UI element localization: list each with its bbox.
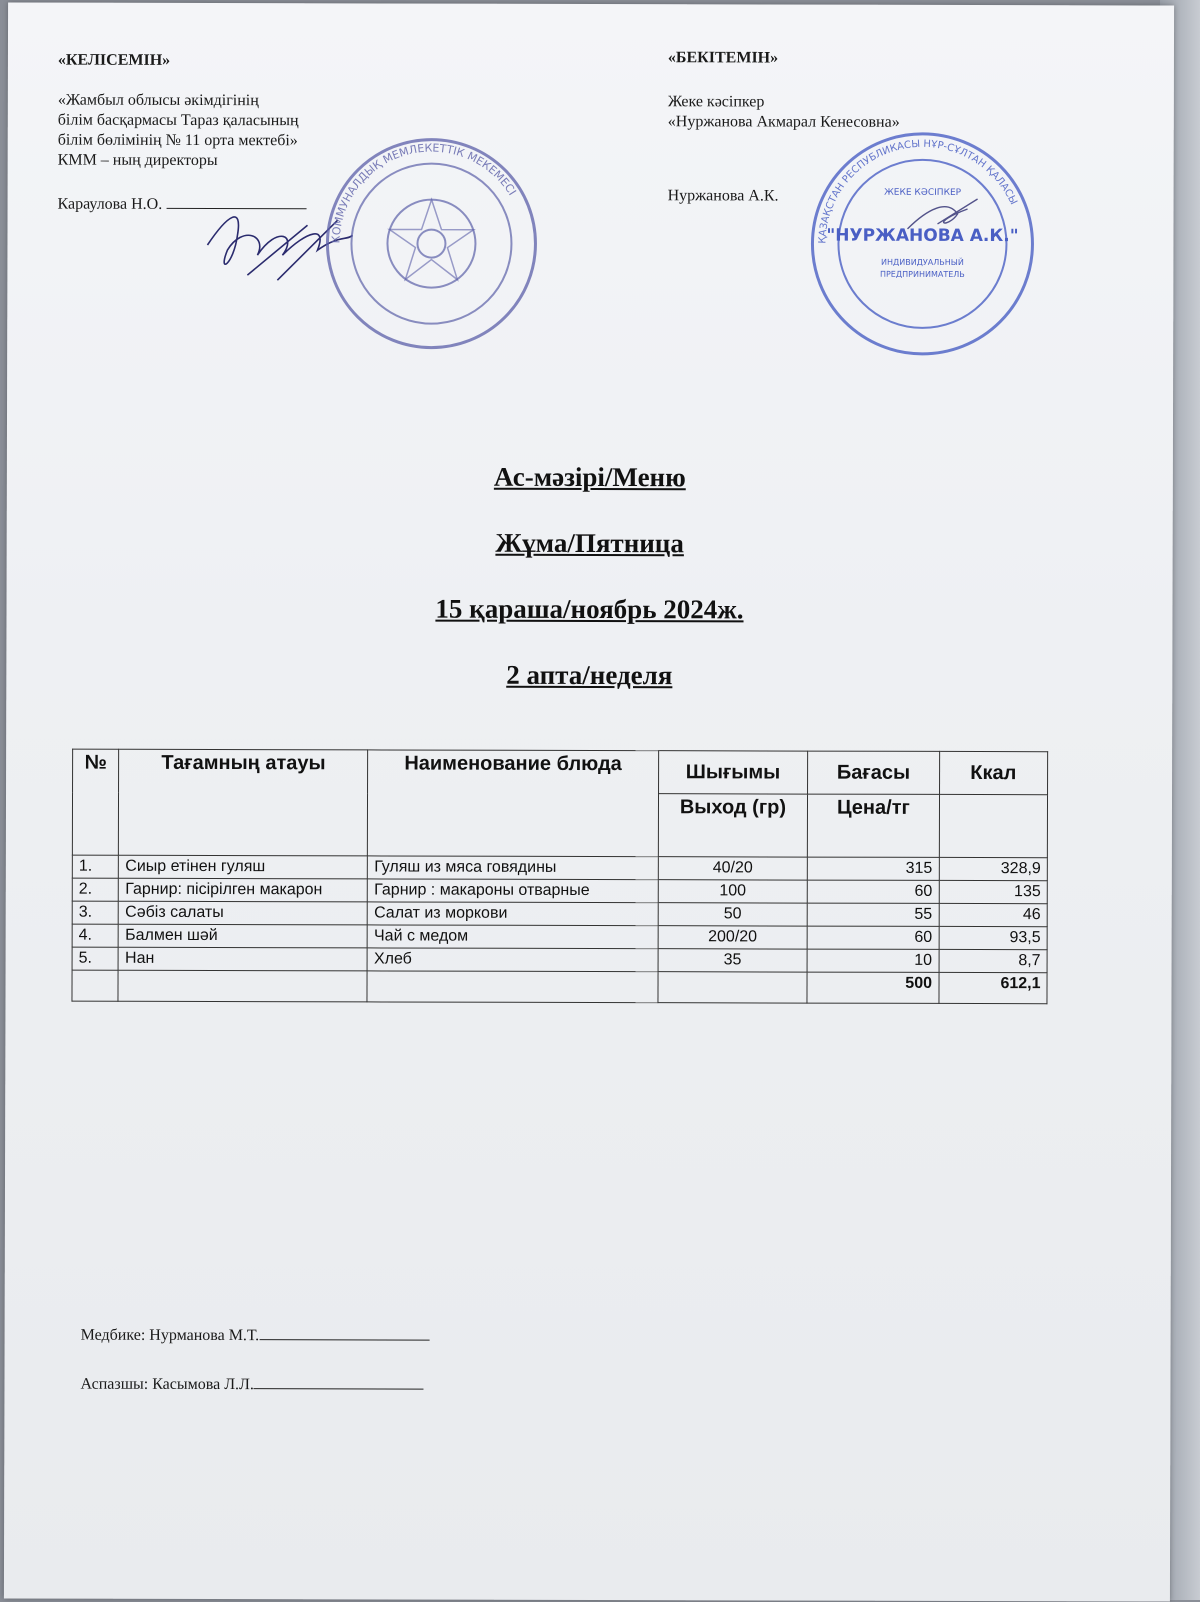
title-menu: Ас-мәзірі/Меню bbox=[493, 461, 686, 493]
row-name-ru: Гуляш из мяса говядины bbox=[368, 856, 658, 880]
row-name-kz: Сиыр етінен гуляш bbox=[119, 855, 368, 879]
row-price: 315 bbox=[808, 857, 939, 880]
row-price: 10 bbox=[807, 949, 938, 972]
row-name-kz: Нан bbox=[119, 947, 368, 971]
header-price: Бағасы bbox=[808, 751, 939, 794]
approval-right-heading: «БЕКІТЕМІН» bbox=[667, 49, 779, 67]
row-price: 60 bbox=[808, 880, 939, 903]
approval-left-line: білім басқармасы Тараз қаласының bbox=[57, 111, 299, 130]
title-week: 2 апта/неделя bbox=[506, 659, 673, 691]
row-price: 60 bbox=[807, 926, 938, 949]
row-no: 3. bbox=[72, 901, 119, 924]
row-name-kz: Сәбіз салаты bbox=[119, 901, 368, 925]
row-no: 5. bbox=[72, 947, 119, 970]
row-kcal: 46 bbox=[939, 903, 1048, 926]
row-kcal: 8,7 bbox=[939, 949, 1048, 972]
row-no: 4. bbox=[72, 924, 119, 947]
total-price: 500 bbox=[807, 972, 938, 1003]
approval-left-heading: «КЕЛІСЕМІН» bbox=[57, 51, 171, 69]
total-empty-cell bbox=[72, 970, 119, 1001]
title-date: 15 қараша/ноябрь 2024ж. bbox=[435, 593, 744, 625]
stamp-right bbox=[807, 129, 1038, 360]
row-yield: 50 bbox=[658, 903, 808, 926]
row-kcal: 93,5 bbox=[939, 926, 1048, 949]
signature-line bbox=[259, 1339, 429, 1340]
approval-right-line: Жеке кәсіпкер bbox=[667, 93, 765, 111]
table-row bbox=[72, 878, 1047, 904]
table-row bbox=[72, 947, 1047, 973]
row-yield: 40/20 bbox=[658, 857, 808, 880]
footer-cook bbox=[80, 1376, 423, 1395]
row-yield: 35 bbox=[658, 949, 808, 972]
approval-left-signer: Караулова Н.О. bbox=[57, 195, 163, 213]
cook-label: Аспазшы: Касымова Л.Л. bbox=[80, 1375, 254, 1394]
table-header-row bbox=[73, 749, 1048, 795]
row-no: 1. bbox=[72, 855, 119, 878]
header-no: № bbox=[72, 749, 119, 855]
title-day: Жұма/Пятница bbox=[495, 527, 684, 559]
menu-table bbox=[71, 749, 1048, 1005]
row-name-ru: Хлеб bbox=[367, 948, 657, 972]
total-empty-cell bbox=[367, 971, 657, 1003]
stamp-right-sub2: ПРЕДПРИНИМАТЕЛЬ bbox=[879, 269, 965, 279]
approval-right-line: «Нуржанова Акмарал Кенесовна» bbox=[667, 113, 900, 131]
nurse-label: Медбике: Нурманова М.Т. bbox=[80, 1326, 260, 1345]
total-kcal: 612,1 bbox=[938, 972, 1047, 1003]
approval-left-line: «Жамбыл облысы әкімдігінің bbox=[57, 91, 259, 110]
approval-left-line: КММ – ның директоры bbox=[57, 151, 218, 170]
approval-right-signer: Нуржанова А.К. bbox=[667, 187, 779, 205]
row-no: 2. bbox=[72, 878, 119, 901]
stamp-left-text: КОММУНАЛДЫҚ МЕМЛЕКЕТТІК МЕКЕМЕСІ bbox=[329, 141, 519, 244]
row-yield: 100 bbox=[658, 880, 808, 903]
stamp-right-name: "НУРЖАНОВА А.К." bbox=[826, 225, 1019, 247]
row-kcal: 328,9 bbox=[939, 857, 1048, 880]
menu-titles bbox=[6, 460, 1173, 727]
stamp-right-ring: ҚАЗАҚСТАН РЕСПУБЛИКАСЫ НҰР-СҰЛТАН ҚАЛАСЫ bbox=[817, 138, 1019, 244]
footer-nurse bbox=[81, 1327, 430, 1346]
header-name-ru: Наименование блюда bbox=[368, 750, 658, 857]
table-row bbox=[72, 855, 1047, 881]
header-yield: Шығымы bbox=[658, 751, 808, 794]
table-row bbox=[72, 901, 1047, 927]
row-name-ru: Гарнир : макароны отварные bbox=[368, 879, 658, 903]
row-price: 55 bbox=[808, 903, 939, 926]
header-kcal-sub bbox=[939, 794, 1048, 857]
stamp-right-top: ЖЕКЕ КӘСІПКЕР bbox=[884, 187, 962, 198]
row-kcal: 135 bbox=[939, 880, 1048, 903]
header-price-sub: Цена/тг bbox=[808, 794, 939, 857]
total-empty-cell bbox=[658, 972, 808, 1003]
row-name-ru: Чай с медом bbox=[367, 925, 657, 949]
row-name-kz: Гарнир: пісірілген макарон bbox=[119, 878, 368, 902]
header-name-kz: Тағамның атауы bbox=[119, 749, 368, 856]
header-yield-sub: Выход (гр) bbox=[658, 794, 808, 857]
document-page bbox=[4, 2, 1174, 1601]
header-kcal: Ккал bbox=[939, 751, 1048, 794]
row-name-kz: Балмен шәй bbox=[119, 924, 368, 948]
signature-line bbox=[254, 1388, 424, 1389]
table-row bbox=[72, 924, 1047, 950]
approval-left-line: білім бөлімінің № 11 орта мектебі» bbox=[57, 131, 298, 150]
approval-left-block bbox=[58, 51, 307, 216]
row-yield: 200/20 bbox=[658, 926, 808, 949]
total-empty-cell bbox=[118, 970, 367, 1002]
row-name-ru: Салат из моркови bbox=[368, 902, 658, 926]
stamp-left bbox=[321, 133, 542, 354]
table-total-row bbox=[72, 970, 1047, 1004]
stamp-right-sub1: ИНДИВИДУАЛЬНЫЙ bbox=[880, 257, 964, 267]
